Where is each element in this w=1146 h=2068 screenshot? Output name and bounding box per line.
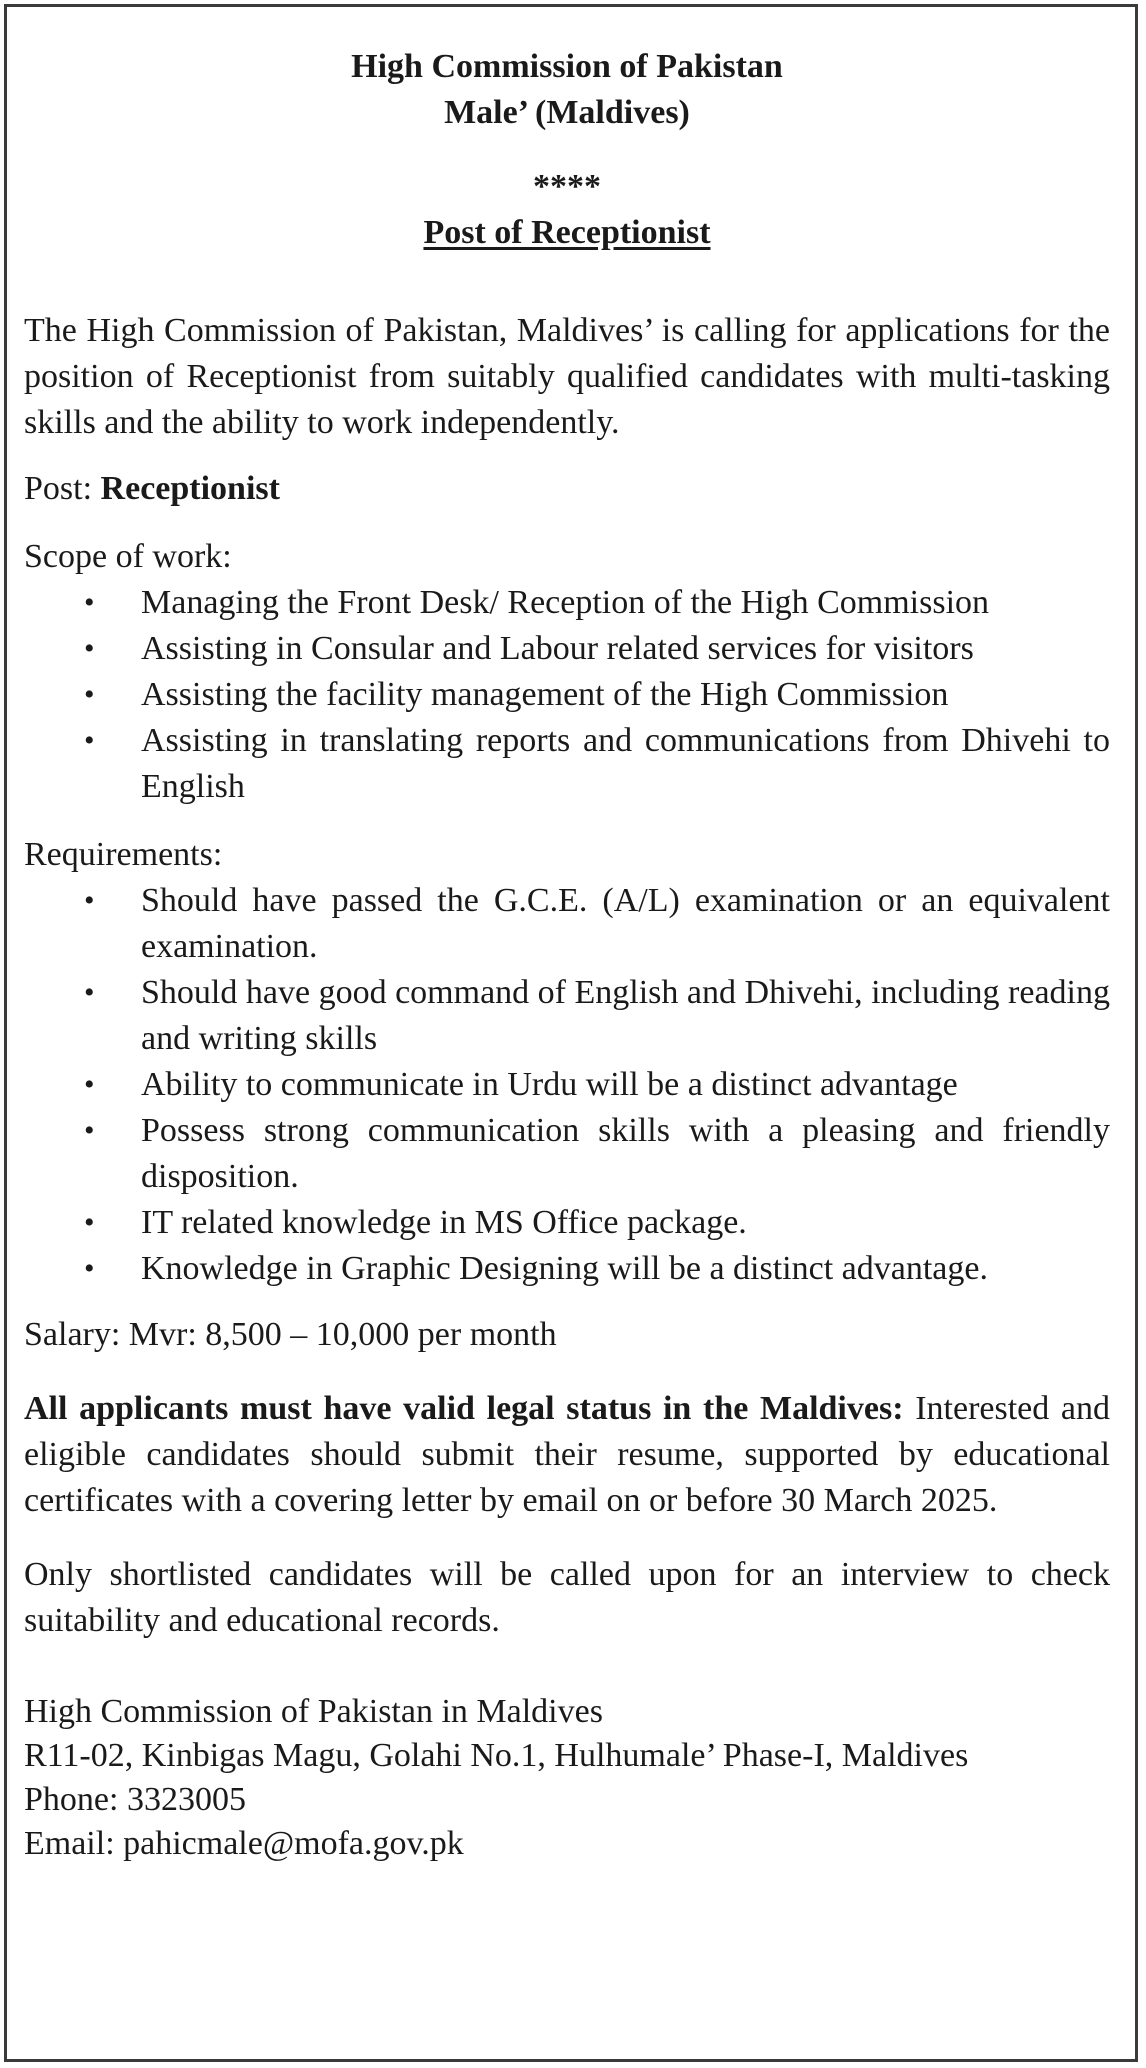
bullet-icon: • [84,586,95,619]
scope-label: Scope of work: [24,538,232,575]
requirements-label: Requirements: [24,836,223,873]
post-title: Post of Receptionist [423,214,711,251]
contact-phone: Phone: 3323005 [24,1781,246,1818]
requirement-item-text: Possess strong communication skills with a pleasing and friendly disposition. [141,1112,1110,1195]
list-item [24,672,1110,718]
requirements-list [24,878,1110,1292]
requirement-item-text: Ability to communicate in Urdu will be a distinct advantage [141,1066,958,1103]
list-item [24,970,1110,1062]
list-item [24,878,1110,970]
requirement-item-text: Knowledge in Graphic Designing will be a distinct advantage. [141,1250,988,1287]
bullet-icon: • [84,1252,95,1285]
post-line [24,466,1110,512]
list-item [24,1062,1110,1108]
scope-item-text: Assisting in translating reports and communications from Dhivehi to English [141,722,1110,805]
bullet-icon: • [84,1068,95,1101]
list-item [24,718,1110,810]
bullet-icon: • [84,1114,95,1147]
header-org: High Commission of Pakistan [351,48,783,85]
requirement-item-text: IT related knowledge in MS Office package. [141,1204,747,1241]
salary-line: Salary: Mvr: 8,500 – 10,000 per month [24,1316,557,1353]
bullet-icon: • [84,724,95,757]
scope-item-text: Managing the Front Desk/ Reception of the High Commission [141,584,990,621]
scope-item-text: Assisting in Consular and Labour related services for visitors [141,630,974,667]
bullet-icon: • [84,678,95,711]
requirement-item-text: Should have good command of English and Dhivehi, including reading and writing skills [141,974,1110,1057]
scope-item-text: Assisting the facility management of the High Commission [141,676,949,713]
legal-paragraph [24,1386,1110,1524]
bullet-icon: • [84,1206,95,1239]
contact-email: Email: pahicmale@mofa.gov.pk [24,1825,464,1862]
requirement-item-text: Should have passed the G.C.E. (A/L) examination or an equivalent examination. [141,882,1110,965]
contact-org: High Commission of Pakistan in Maldives [24,1693,603,1730]
contact-block [24,1690,1110,1866]
list-item [24,1108,1110,1200]
header-stars: **** [533,168,601,205]
bullet-icon: • [84,884,95,917]
bullet-icon: • [84,976,95,1009]
list-item [24,1246,1110,1292]
document-body [24,44,1110,1866]
post-value: Receptionist [100,470,280,507]
list-item [24,580,1110,626]
intro-paragraph: The High Commission of Pakistan, Maldives’ is calling for applications for the position of Receptionist from suitably qualified candidates with multi-tasking skills and the ability to work independently. [24,312,1110,441]
list-item [24,626,1110,672]
application-instructions: Interested and eligible candidates should submit their resume, supported by educational certificates with a covering letter by email on or before 30 March 2025. [24,1390,1111,1519]
contact-address: R11-02, Kinbigas Magu, Golahi No.1, Hulhumale’ Phase-I, Maldives [24,1737,969,1774]
header-location: Male’ (Maldives) [444,94,690,131]
bullet-icon: • [84,632,95,665]
scope-list [24,580,1110,810]
post-label: Post: [24,470,93,507]
legal-status-notice: All applicants must have valid legal status in the Maldives: [24,1390,904,1427]
shortlist-paragraph: Only shortlisted candidates will be called upon for an interview to check suitability and educational records. [24,1556,1110,1639]
list-item [24,1200,1110,1246]
